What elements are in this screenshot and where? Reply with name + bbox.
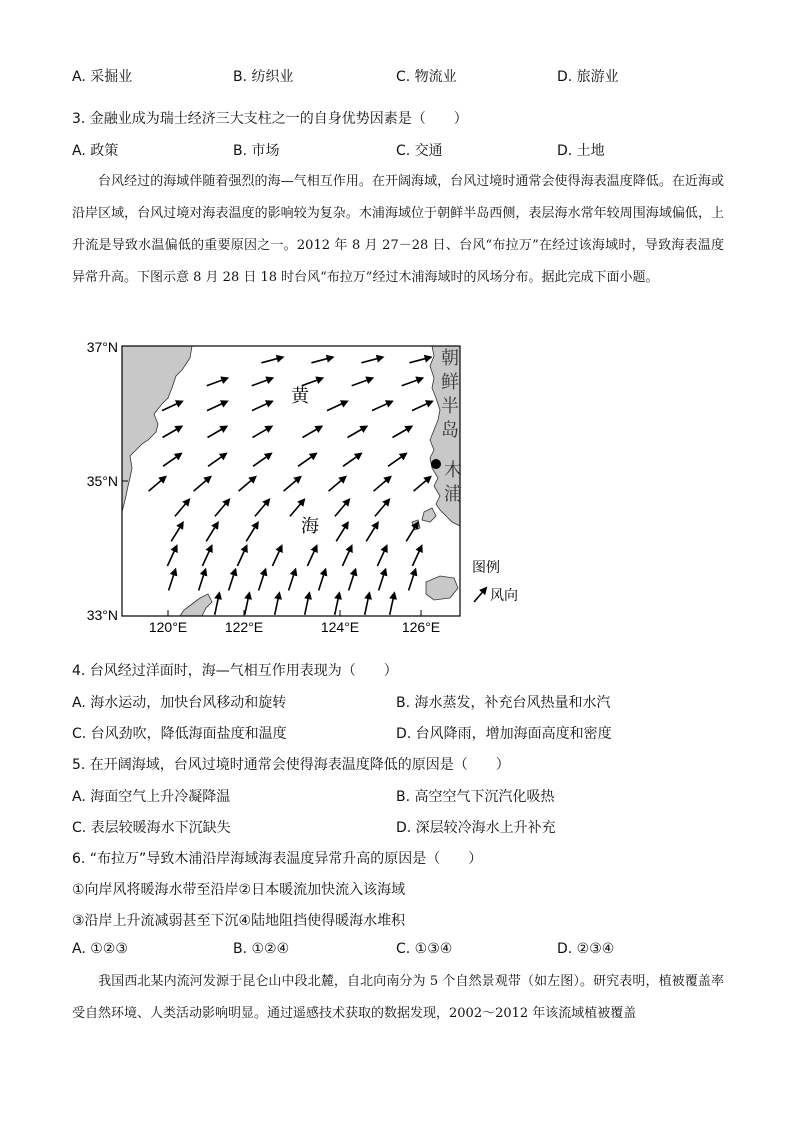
q4-option-b: B. 海水蒸发，补充台风热量和水汽 (396, 695, 611, 711)
q4-option-a: A. 海水运动，加快台风移动和旋转 (72, 695, 287, 711)
q3-stem: 3. 金融业成为瑞士经济三大支柱之一的自身优势因素是（ ） (72, 111, 468, 127)
mokpo-point (431, 459, 441, 469)
peninsula-char-1: 朝 (441, 348, 459, 369)
q4-option-c: C. 台风劲吹，降低海面盐度和温度 (72, 726, 287, 742)
q2-option-a: A. 采掘业 (72, 69, 133, 85)
passage-typhoon (72, 166, 724, 294)
peninsula-char-3: 半 (441, 396, 459, 417)
q5-option-a: A. 海面空气上升冷凝降温 (72, 789, 231, 805)
sea-char-huang: 黄 (291, 386, 309, 407)
q6-statement-1: ①向岸风将暖海水带至沿岸②日本暖流加快流入该海域 (72, 882, 406, 898)
lon-label-124: 124°E (320, 619, 360, 632)
q3-option-a: A. 政策 (72, 143, 119, 159)
q5-stem: 5. 在开阔海域，台风过境时通常会使得海表温度降低的原因是（ ） (72, 757, 510, 773)
q4-option-d: D. 台风降雨，增加海面高度和密度 (396, 726, 612, 742)
lon-label-126: 126°E (401, 619, 441, 632)
q2-option-b: B. 纺织业 (233, 69, 294, 85)
city-char-1: 木 (444, 460, 462, 481)
passage-river (72, 966, 724, 1030)
legend-item: 风向 (490, 588, 518, 604)
q6-stem: 6. “布拉万”导致木浦沿岸海域海表温度异常升高的原因是（ ） (72, 851, 483, 867)
city-char-2: 浦 (444, 484, 462, 505)
q6-statement-2: ③沿岸上升流减弱甚至下沉④陆地阻挡使得暖海水堆积 (72, 913, 406, 929)
peninsula-char-2: 鲜 (441, 372, 459, 393)
lat-label-33: 33°N (86, 607, 118, 623)
lon-label-120: 120°E (148, 619, 188, 632)
q5-option-b: B. 高空空气下沉汽化吸热 (396, 789, 555, 805)
lon-label-122: 122°E (224, 619, 264, 632)
wind-field-map (72, 336, 542, 632)
q6-option-a: A. ①②③ (72, 941, 128, 957)
q2-option-c: C. 物流业 (396, 69, 457, 85)
q6-option-b: B. ①②④ (233, 941, 290, 957)
q5-option-c: C. 表层较暖海水下沉缺失 (72, 820, 231, 836)
lat-label-37: 37°N (86, 339, 118, 355)
q4-stem: 4. 台风经过洋面时，海—气相互作用表现为（ ） (72, 663, 398, 679)
q5-option-d: D. 深层较冷海水上升补充 (396, 820, 556, 836)
passage-typhoon-text: 台风经过的海域伴随着强烈的海—气相互作用。在开阔海域，台风过境时通常会使得海表温度降低。在近海或沿岸区域，台风过境对海表温度的影响较为复杂。木浦海域位于朝鲜半岛西侧，表层海水常年较周围海域偏低，上升流是导致水温偏低的重要原因之一。2012 年 8 月 27－28 日、台风“布拉万”在经过该海域时，导致海表温度异常升高。下图示意 8 月 28 日 18 时台风“布拉万”经过木浦海域时的风场分布。据此完成下面小题。 (72, 174, 724, 285)
lat-label-35: 35°N (86, 473, 118, 489)
q2-option-d: D. 旅游业 (557, 69, 619, 85)
q6-option-d: D. ②③④ (557, 941, 615, 957)
q3-option-b: B. 市场 (233, 143, 280, 159)
q3-option-d: D. 土地 (557, 143, 605, 159)
sea-char-hai: 海 (301, 516, 319, 537)
legend-title: 图例 (472, 560, 500, 576)
q6-option-c: C. ①③④ (396, 941, 453, 957)
legend-arrow-icon (474, 588, 486, 602)
passage-river-text: 我国西北某内流河发源于昆仑山中段北麓，自北向南分为 5 个自然景观带（如左图）。研究表明，植被覆盖率受自然环境、人类活动影响明显。通过遥感技术获取的数据发现，2002～2012 年该流域植被覆盖 (72, 974, 724, 1021)
q3-option-c: C. 交通 (396, 143, 443, 159)
peninsula-char-4: 岛 (441, 420, 459, 441)
